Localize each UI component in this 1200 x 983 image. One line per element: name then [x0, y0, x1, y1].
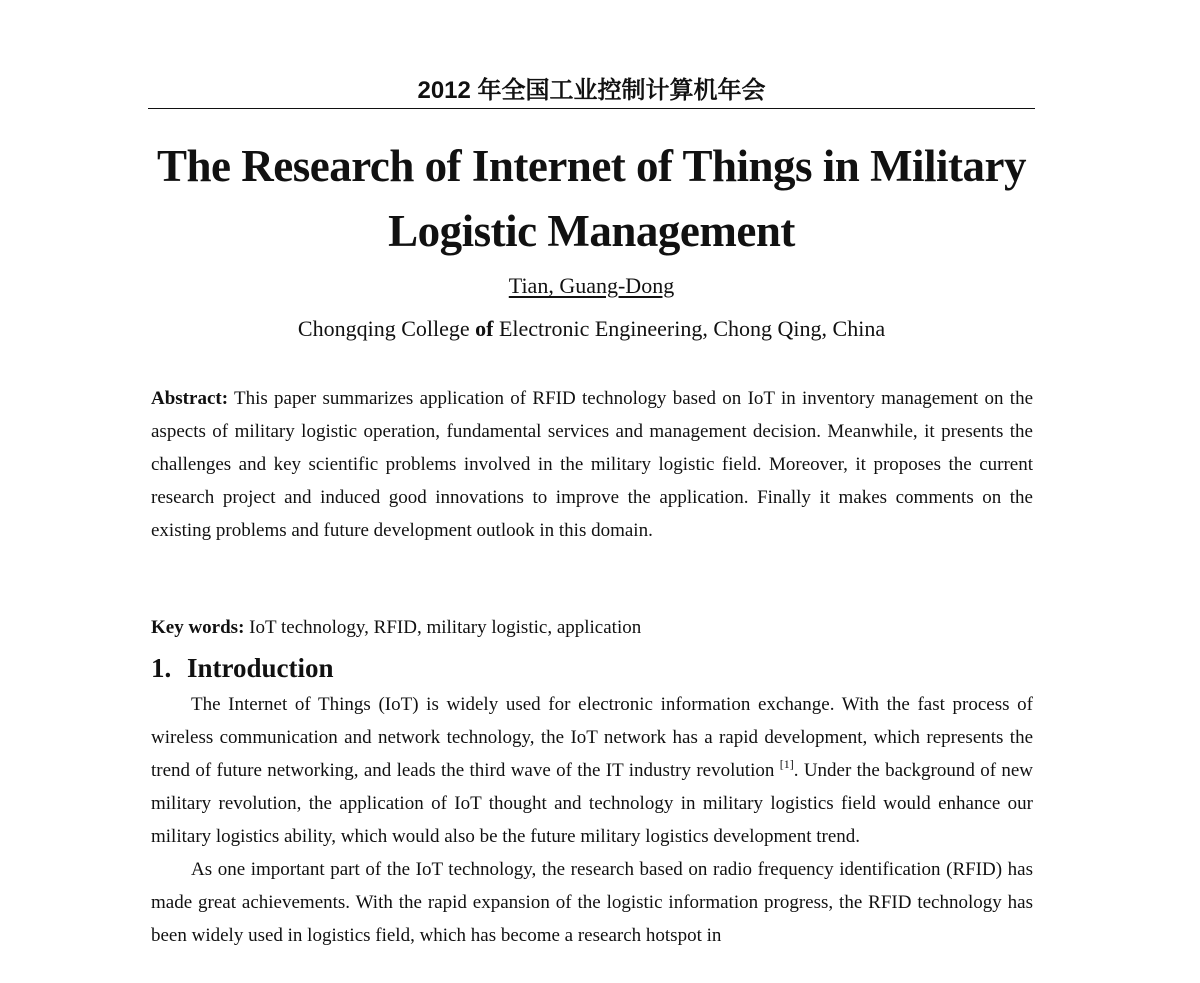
author-name: Tian, Guang-Dong — [508, 273, 675, 298]
paragraph — [151, 688, 1033, 853]
author-affiliation — [148, 316, 1035, 342]
citation-ref[interactable]: [1] — [779, 757, 794, 771]
section-number: 1. — [151, 653, 172, 683]
affiliation-part-1: Chongqing College — [297, 316, 476, 341]
abstract-text: This paper summarizes application of RFID technology based on IoT in inventory management on the aspects of military logistic operation, fundamental services and management decision. Meanwhile, it presents the challenges and key scientific problems involved in the military logistic field. Moreover, it proposes the current research project and induced good innovations to improve the application. Finally it makes comments on the existing problems and future development outlook in this domain. — [151, 388, 1033, 541]
section-heading-introduction — [151, 650, 334, 686]
paper-title — [148, 134, 1035, 264]
paragraph-text: The Internet of Things (IoT) is widely used for electronic information exchange. With the fast process of wireless communication and network technology, the IoT network has a rapid development, which represents the trend of future networking, and leads the third wave of the IT industry revolution — [151, 694, 1033, 781]
paper-title-line-1: The Research of Internet of Things in Military — [156, 141, 1027, 191]
paragraph-text: As one important part of the IoT technology, the research based on radio frequency identification (RFID) has made great achievements. With the rapid expansion of the logistic information progress, the RFID technology has been widely used in logistics field, which has become a research hotspot in — [151, 859, 1033, 946]
section-title: Introduction — [187, 653, 334, 683]
paragraph-text: . Under the background of new military revolution, the application of IoT thought and technology in military logistics field would enhance our military logistics ability, which would also be the future military logistics development trend. — [151, 760, 1033, 847]
paragraph — [151, 853, 1033, 952]
author-line — [148, 273, 1035, 299]
abstract-label: Abstract: — [151, 388, 229, 409]
paper-title-line-2: Logistic Management — [388, 206, 795, 256]
keywords — [151, 615, 1033, 641]
keywords-label: Key words: — [151, 617, 245, 638]
conference-running-header: 2012 年全国工业控制计算机年会 — [417, 77, 766, 104]
keywords-text: IoT technology, RFID, military logistic, application — [244, 617, 642, 638]
affiliation-part-2: Electronic Engineering, Chong Qing, China — [493, 316, 886, 341]
affiliation-of: of — [475, 316, 494, 341]
header-divider — [148, 108, 1035, 109]
abstract — [151, 382, 1033, 547]
introduction-body — [151, 688, 1033, 952]
